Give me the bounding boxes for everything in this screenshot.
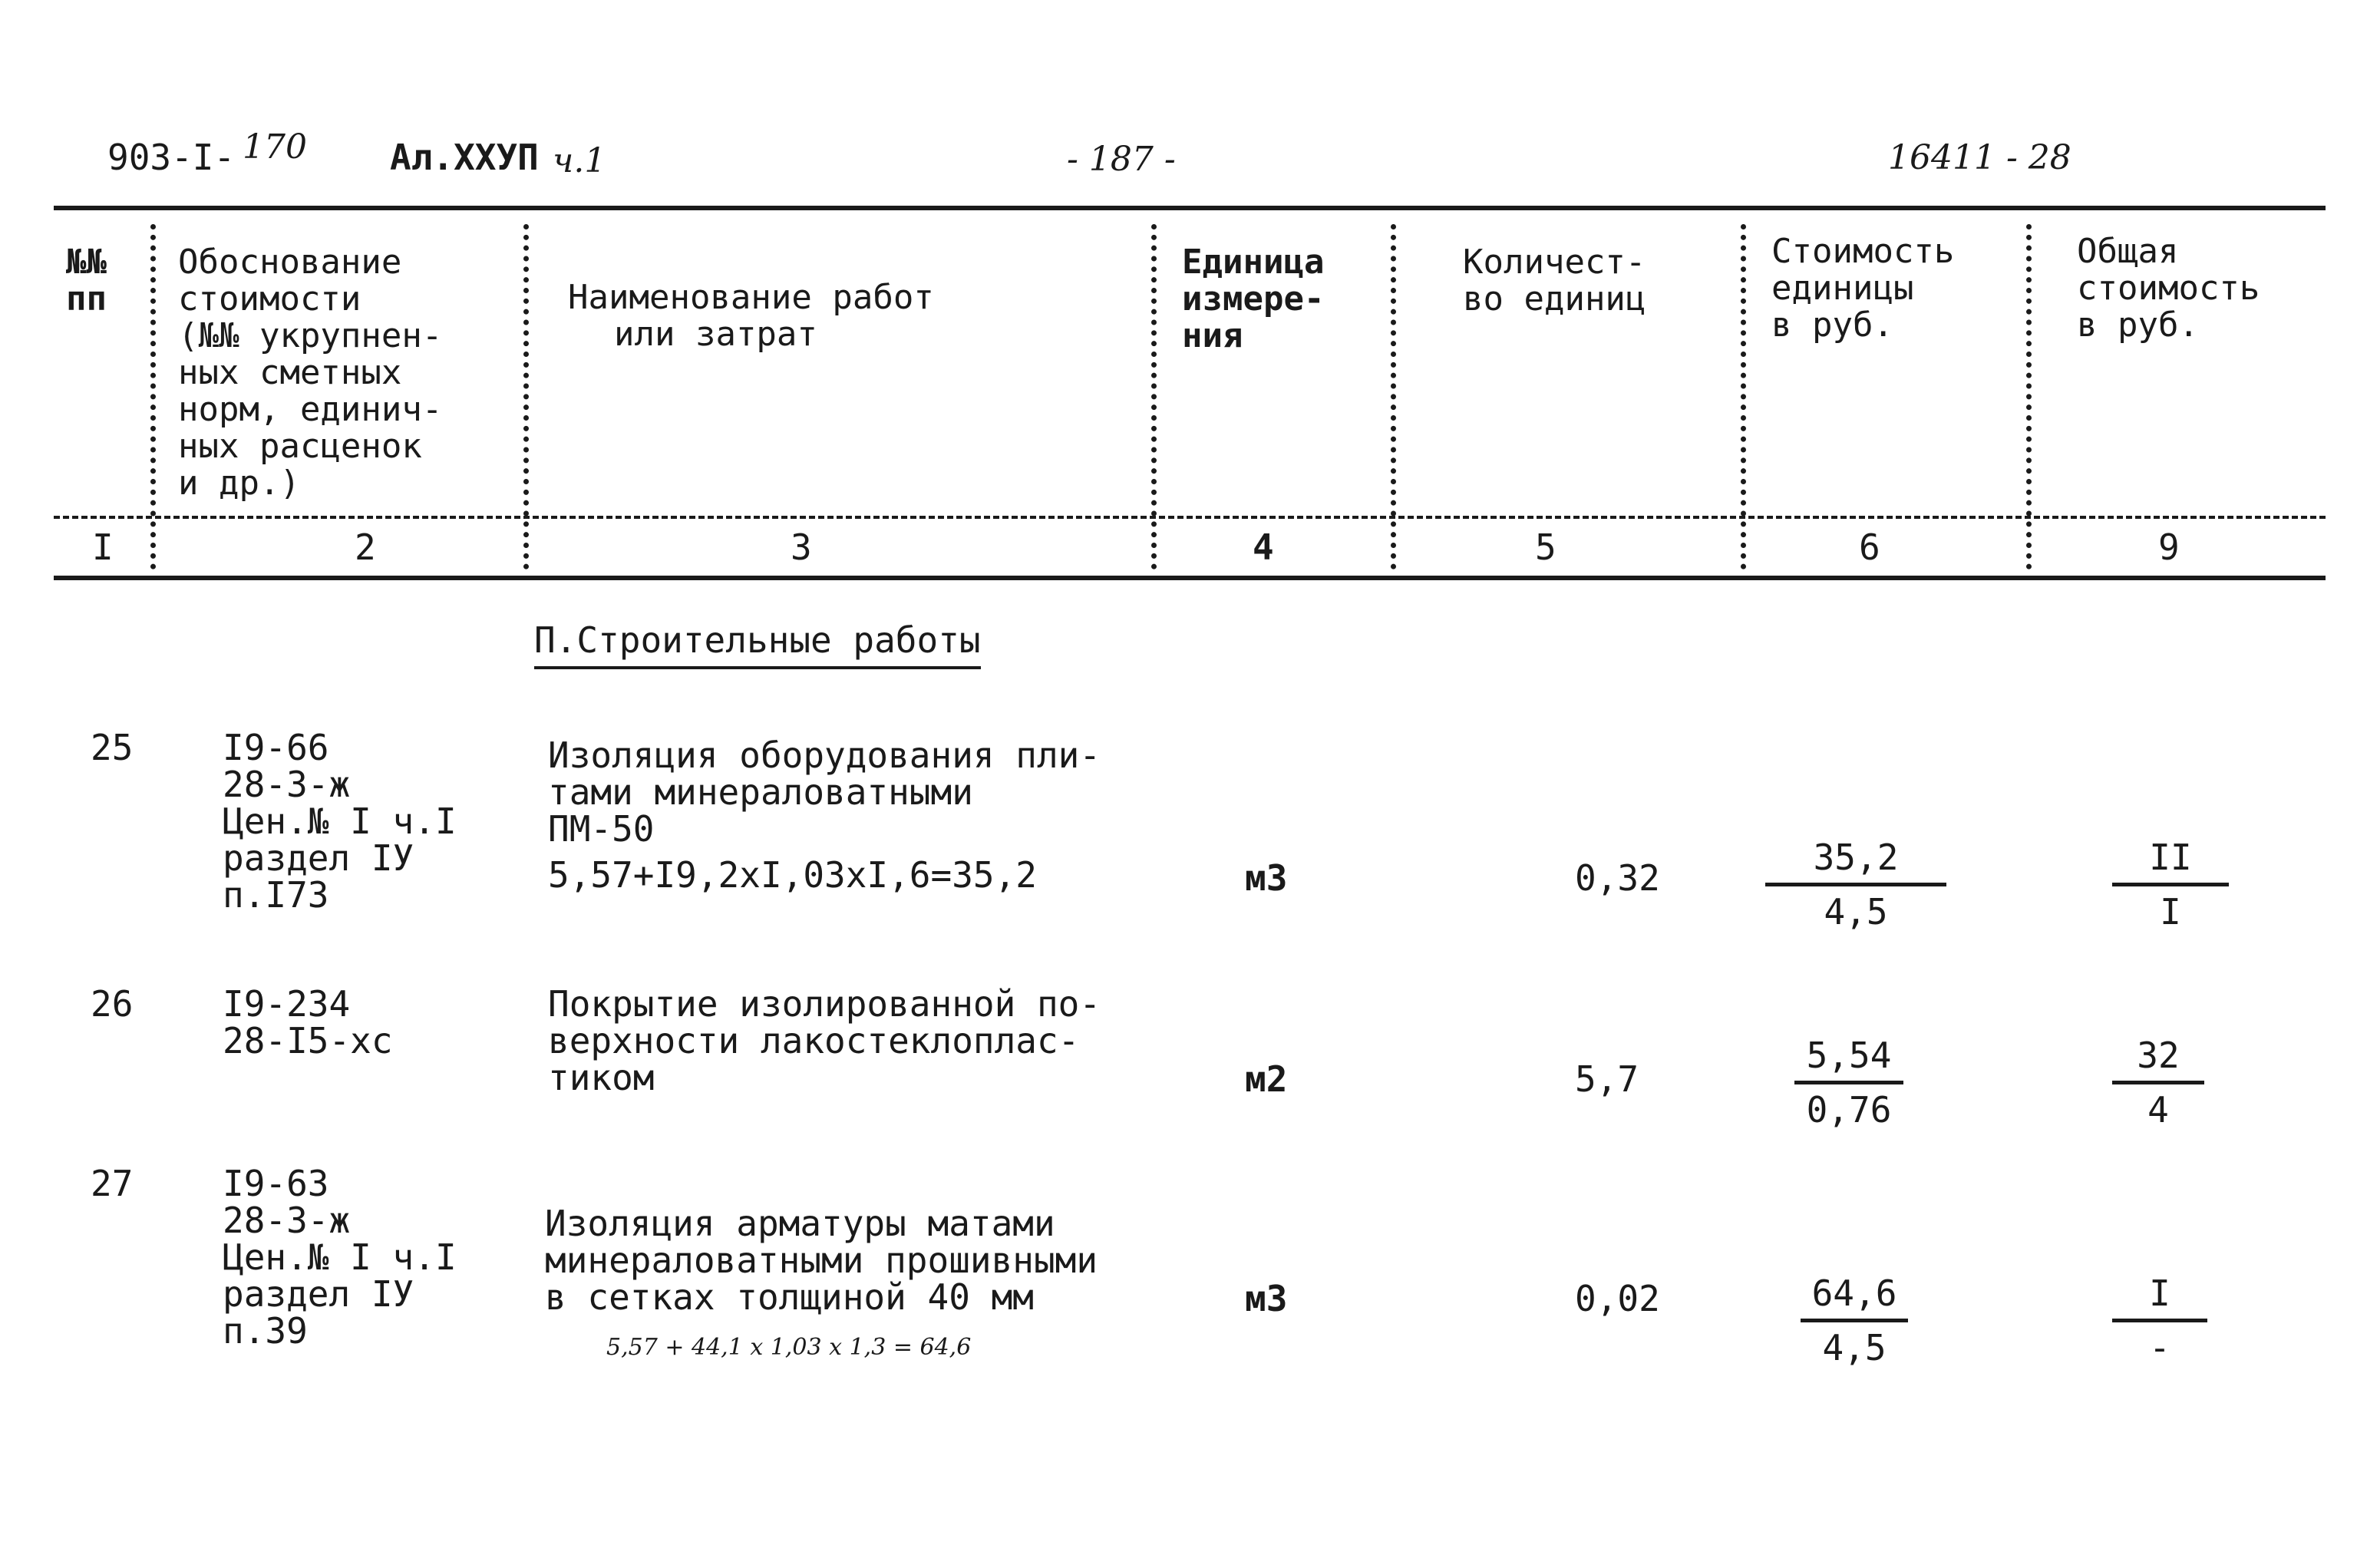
column-number: 4: [1253, 527, 1274, 568]
row-work-name: Изоляция арматуры матами минераловатными прошивными в сетках толщиной 40 мм: [545, 1203, 1098, 1318]
column-header-unit: Единица измере- ния: [1182, 243, 1325, 355]
column-header-basis: Обоснование стоимости (№№ укрупнен- ных сметных норм, единич- ных расценок и др.): [178, 243, 443, 503]
page-number: - 187 -: [1067, 140, 1176, 179]
column-header-quantity: Количест- во единиц: [1463, 243, 1646, 319]
row-unit: м2: [1245, 1058, 1288, 1100]
column-numbers-bottom-rule: [54, 576, 2326, 580]
row-unit-cost: 5,54 0,76: [1794, 1036, 1903, 1129]
row-total-cost: I -: [2112, 1274, 2207, 1367]
row-number: 25: [91, 727, 134, 768]
column-number: 9: [2158, 527, 2180, 568]
album-part-handwritten: ч.1: [553, 141, 606, 180]
row-work-name: Изоляция оборудования пли- тами минераловатными ПМ-50: [548, 734, 1101, 850]
column-separator: [1151, 224, 1157, 569]
sheet-number-handwritten: 16411 - 28: [1888, 138, 2071, 177]
column-header-work-name: Наименование работ или затрат: [568, 278, 934, 354]
column-separator: [1741, 224, 1746, 569]
column-number: I: [92, 527, 114, 568]
column-header-number: №№ пп: [66, 243, 107, 319]
table-top-rule: [54, 206, 2326, 210]
column-separator: [150, 224, 156, 569]
document-code-handwritten: 170: [243, 127, 307, 167]
row-quantity: 0,02: [1575, 1278, 1660, 1319]
row-quantity: 0,32: [1575, 857, 1660, 899]
row-number: 26: [91, 983, 134, 1025]
column-header-unit-cost: Стоимость единицы в руб.: [1771, 232, 1955, 345]
album-label: Ал.XXУП: [390, 137, 539, 178]
row-basis: I9-66 28-3-ж Цен.№ I ч.I раздел IУ п.I73: [223, 727, 457, 916]
row-unit-cost: 64,6 4,5: [1801, 1274, 1908, 1367]
column-number: 2: [355, 527, 376, 568]
column-separator: [1391, 224, 1396, 569]
column-separator: [2026, 224, 2032, 569]
column-separator: [523, 224, 529, 569]
column-number: 6: [1859, 527, 1880, 568]
row-number: 27: [91, 1163, 134, 1204]
header-bottom-rule: [54, 516, 2326, 519]
row-basis: I9-63 28-3-ж Цен.№ I ч.I раздел IУ п.39: [223, 1163, 457, 1352]
row-total-cost: 32 4: [2112, 1036, 2204, 1129]
row-basis: I9-234 28-I5-хс: [223, 983, 393, 1061]
row-unit: м3: [1245, 1278, 1288, 1319]
row-quantity: 5,7: [1575, 1058, 1639, 1100]
row-unit: м3: [1245, 857, 1288, 899]
document-code: 903-I-: [107, 137, 236, 178]
row-unit-cost: 35,2 4,5: [1765, 838, 1946, 931]
column-number: 5: [1535, 527, 1556, 568]
row-work-name: Покрытие изолированной по- верхности лакостеклоплас- тиком: [548, 983, 1101, 1098]
section-title: П.Строительные работы: [534, 622, 981, 669]
column-header-total-cost: Общая стоимость в руб.: [2077, 232, 2260, 345]
row-formula-handwritten: 5,57 + 44,1 х 1,03 х 1,3 = 64,6: [606, 1334, 972, 1361]
column-number: 3: [791, 527, 812, 568]
row-formula: 5,57+I9,2хI,03хI,6=35,2: [548, 854, 1037, 896]
row-total-cost: II I: [2112, 838, 2229, 931]
